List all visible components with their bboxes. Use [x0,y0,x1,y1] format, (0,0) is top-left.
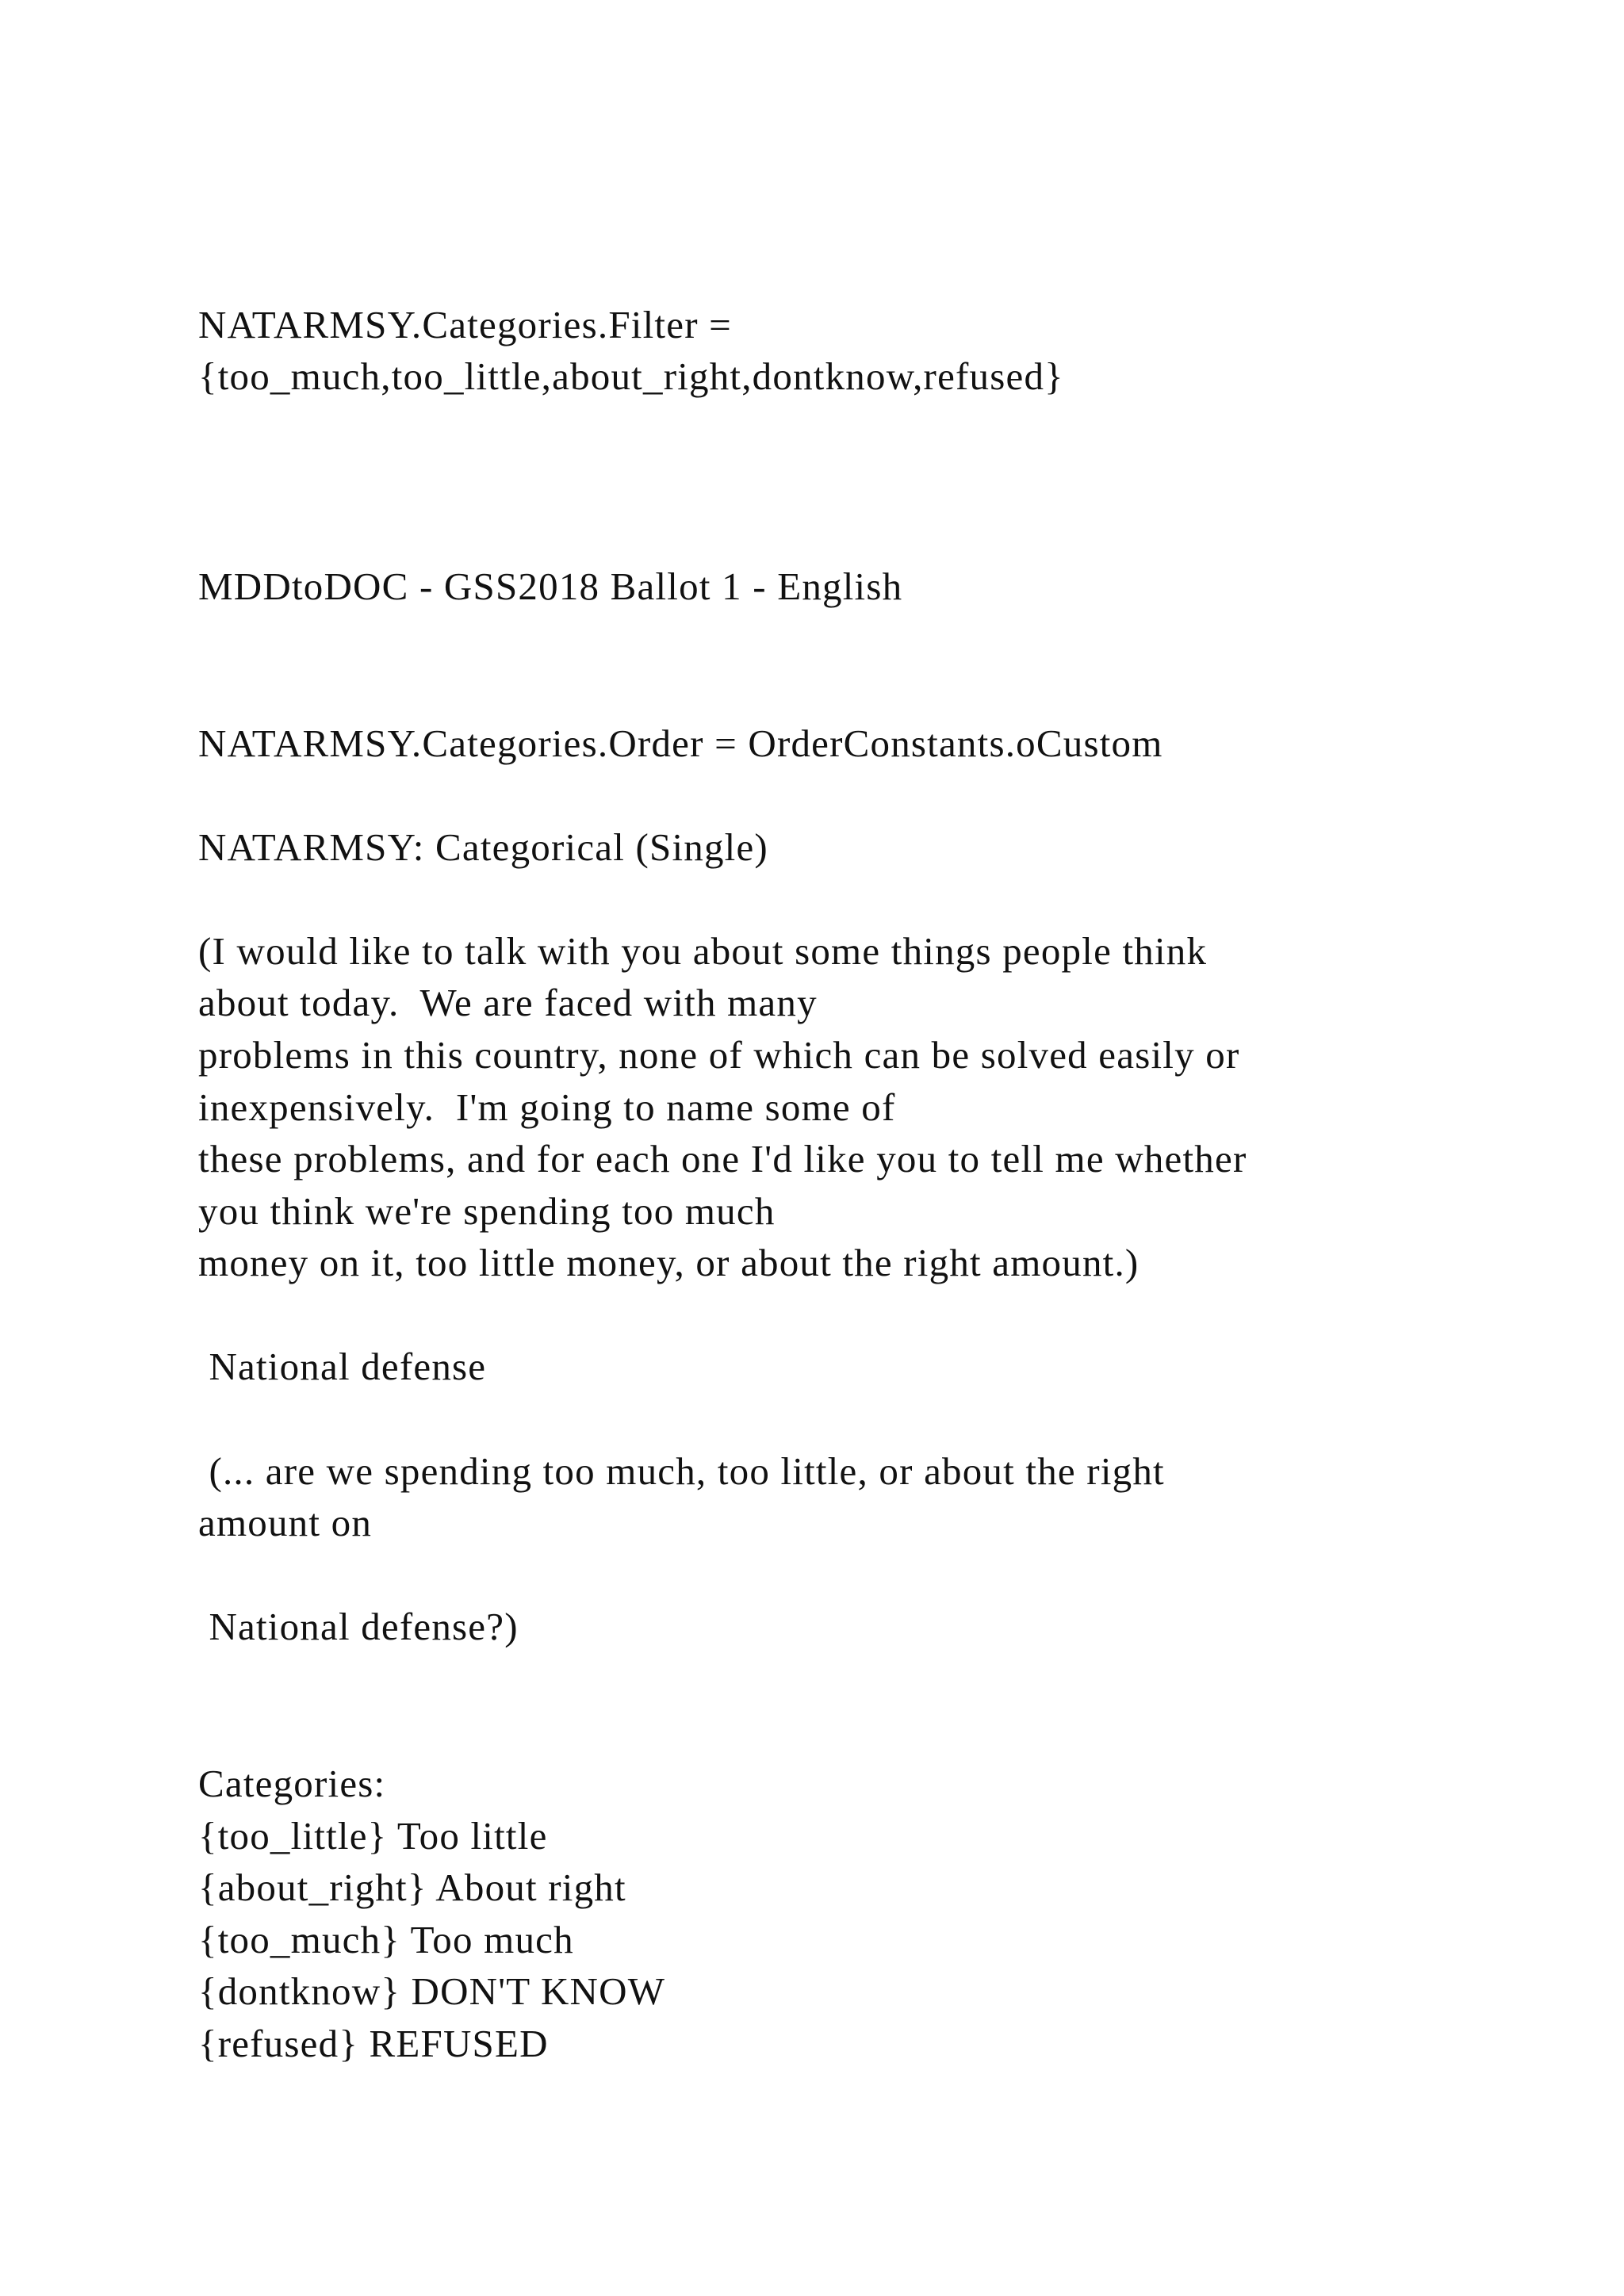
intro-text-line: these problems, and for each one I'd like you to tell me whether [198,1137,1247,1181]
probe-text-line-2: amount on [198,1501,373,1544]
source-title: MDDtoDOC - GSS2018 Ballot 1 - English [198,564,903,608]
order-definition: NATARMSY.Categories.Order = OrderConstants.oCustom [198,721,1163,765]
filter-definition-line-2: {too_much,too_little,about_right,dontknow,refused} [198,354,1064,398]
intro-text-line: problems in this country, none of which can be solved easily or [198,1033,1240,1077]
category-item: {too_little} Too little [198,1814,548,1858]
variable-type: NATARMSY: Categorical (Single) [198,825,768,869]
intro-text-line: you think we're spending too much [198,1189,776,1233]
category-item: {dontknow} DON'T KNOW [198,1969,666,2013]
intro-text-line: (I would like to talk with you about some things people think [198,929,1208,973]
category-item: {about_right} About right [198,1866,626,1909]
probe-text-line-1: (... are we spending too much, too little, or about the right [198,1449,1165,1493]
category-item: {refused} REFUSED [198,2022,549,2065]
intro-text-line: inexpensively. I'm going to name some of [198,1085,896,1129]
category-item: {too_much} Too much [198,1918,574,1961]
question-item-label: National defense [198,1345,487,1388]
categories-heading: Categories: [198,1762,386,1805]
intro-text-line: about today. We are faced with many [198,981,818,1024]
probe-item: National defense?) [198,1605,519,1648]
filter-definition-line-1: NATARMSY.Categories.Filter = [198,303,732,346]
intro-text-line: money on it, too little money, or about the right amount.) [198,1241,1139,1284]
